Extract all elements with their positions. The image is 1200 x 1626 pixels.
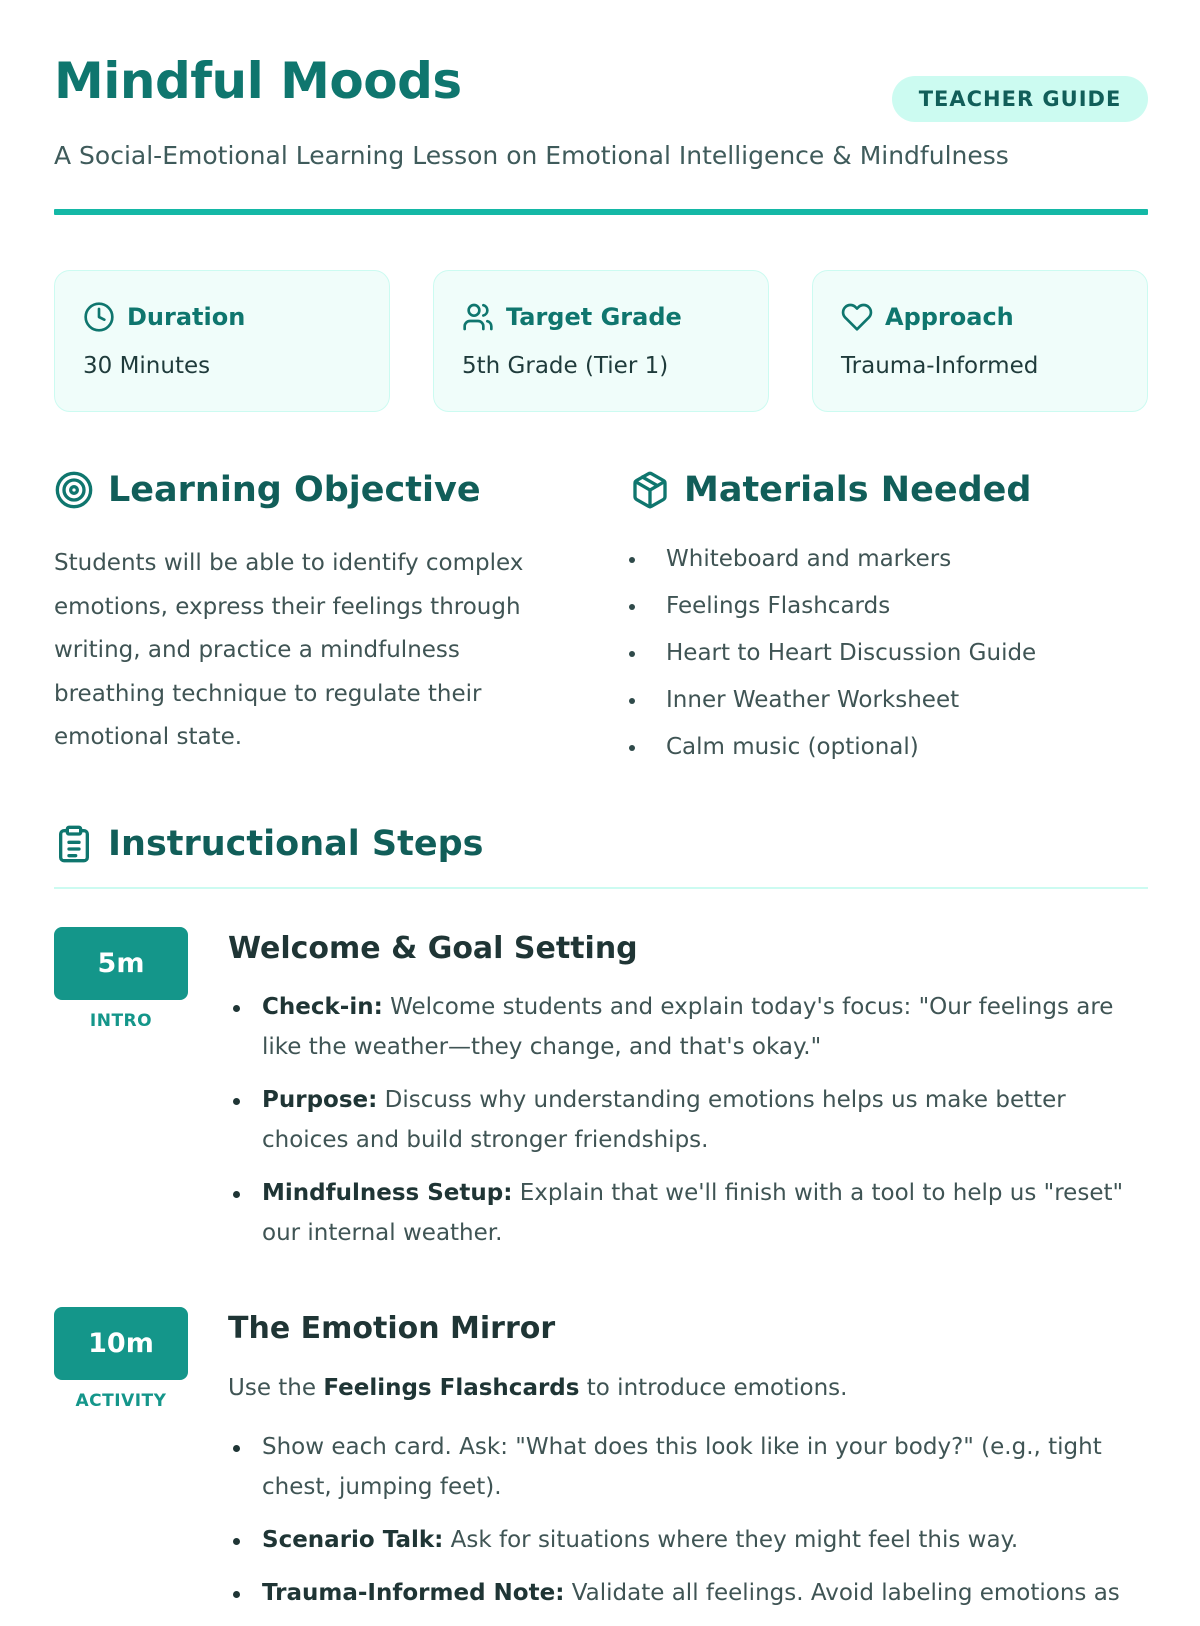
duration-card-header xyxy=(83,301,245,333)
materials-header xyxy=(630,470,1031,510)
objective-heading: Learning Objective xyxy=(108,470,481,510)
list-item: Feelings Flashcards xyxy=(626,583,1146,630)
approach-card xyxy=(812,270,1148,412)
steps-divider xyxy=(54,887,1148,889)
objective-header xyxy=(54,470,481,510)
point-text: Welcome students and explain today's focus: "Our feelings are like the weather—they change, and that's okay." xyxy=(262,994,1114,1060)
materials-list xyxy=(626,536,1146,771)
step-1-list xyxy=(228,987,1148,1266)
intro-text: Use the xyxy=(228,1375,324,1401)
target-icon xyxy=(54,470,94,510)
point-label: Mindfulness Setup: xyxy=(262,1180,513,1206)
point-text: Explain that we'll finish with a tool to help us "reset" our internal weather. xyxy=(262,1180,1124,1246)
approach-card-header xyxy=(841,301,1014,333)
list-item xyxy=(228,1173,1148,1253)
list-item: Calm music (optional) xyxy=(626,724,1146,771)
target-grade-card-header xyxy=(462,301,682,333)
step-2-list xyxy=(228,1427,1148,1626)
intro-highlight: Feelings Flashcards xyxy=(323,1375,580,1401)
target-grade-card xyxy=(433,270,769,412)
materials-heading: Materials Needed xyxy=(684,470,1032,510)
list-item xyxy=(228,1573,1148,1613)
target-grade-label: Target Grade xyxy=(506,303,682,331)
point-text: Validate all feelings. Avoid labeling emotions as xyxy=(564,1580,1120,1606)
list-item xyxy=(228,1520,1148,1560)
step-2-tag: ACTIVITY xyxy=(75,1391,167,1411)
steps-header xyxy=(54,824,483,864)
intro-text: to introduce emotions. xyxy=(579,1375,848,1401)
teacher-guide-badge: TEACHER GUIDE xyxy=(892,76,1148,122)
point-label: Scenario Talk: xyxy=(262,1527,444,1553)
heart-icon xyxy=(841,301,873,333)
point-label: Check-in: xyxy=(262,994,383,1020)
duration-value: 30 Minutes xyxy=(83,353,211,379)
header-divider xyxy=(54,209,1148,215)
approach-value: Trauma-Informed xyxy=(841,353,1039,379)
list-item: Heart to Heart Discussion Guide xyxy=(626,630,1146,677)
approach-label: Approach xyxy=(885,303,1014,331)
step-1-tag: INTRO xyxy=(89,1011,153,1031)
objective-text: Students will be able to identify complex emotions, express their feelings through writing, and practice a mindfulness breathing technique to regulate their emotional state. xyxy=(54,550,524,750)
list-item: Inner Weather Worksheet xyxy=(626,677,1146,724)
page-title: Mindful Moods xyxy=(54,52,462,110)
point-label: Trauma-Informed Note: xyxy=(262,1580,565,1606)
duration-card xyxy=(54,270,390,412)
clipboard-icon xyxy=(54,824,94,864)
step-2-intro xyxy=(228,1375,847,1401)
point-text: Show each card. Ask: "What does this look like in your body?" (e.g., tight chest, jumping feet). xyxy=(262,1434,1102,1500)
step-1-time-badge: 5m xyxy=(54,927,188,1000)
list-item: Whiteboard and markers xyxy=(626,536,1146,583)
step-1-title: Welcome & Goal Setting xyxy=(228,931,638,966)
step-2-title: The Emotion Mirror xyxy=(228,1311,556,1346)
target-grade-value: 5th Grade (Tier 1) xyxy=(462,353,669,379)
point-label: Purpose: xyxy=(262,1087,378,1113)
users-icon xyxy=(462,301,494,333)
steps-heading: Instructional Steps xyxy=(108,824,484,864)
duration-label: Duration xyxy=(127,303,246,331)
step-2-time-badge: 10m xyxy=(54,1307,188,1380)
page-subtitle: A Social-Emotional Learning Lesson on Emotional Intelligence & Mindfulness xyxy=(54,141,1009,170)
list-item xyxy=(228,1080,1148,1160)
list-item xyxy=(228,1427,1148,1507)
point-text: Discuss why understanding emotions helps us make better choices and build stronger friendships. xyxy=(262,1087,1066,1153)
point-text: Ask for situations where they might feel this way. xyxy=(443,1527,1019,1553)
list-item xyxy=(228,987,1148,1067)
clock-icon xyxy=(83,301,115,333)
package-icon xyxy=(630,470,670,510)
